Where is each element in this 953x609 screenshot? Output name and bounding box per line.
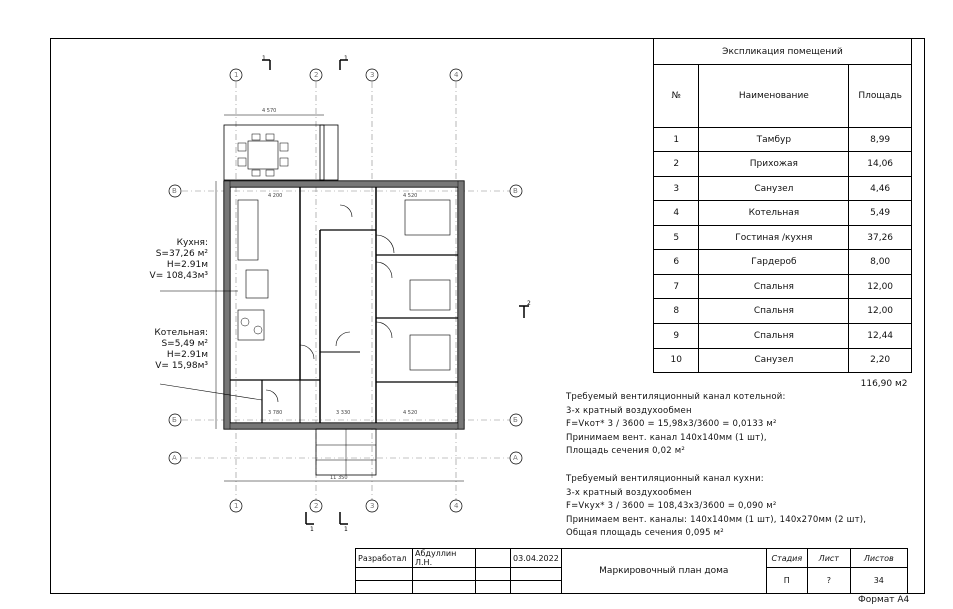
explication-row bbox=[654, 201, 912, 226]
cell-area: 12,00 bbox=[849, 299, 912, 324]
axis-right-v: В bbox=[513, 187, 518, 195]
cell-num: 5 bbox=[654, 225, 699, 250]
axis-left-a: А bbox=[172, 454, 177, 462]
stamp-cell bbox=[476, 581, 511, 594]
kitchen-label-height: H=2.91м bbox=[166, 260, 208, 270]
explication-total: 116,90 м2 bbox=[860, 378, 908, 389]
axis-top-3: 3 bbox=[370, 71, 375, 79]
svg-text:4 520: 4 520 bbox=[403, 410, 418, 416]
kitchen-label-area: S=37,26 м² bbox=[155, 249, 208, 259]
cell-name: Спальня bbox=[699, 323, 849, 348]
explication-title: Экспликация помещений bbox=[654, 39, 912, 65]
section-mark-bottom-left: 1 bbox=[310, 526, 314, 533]
stamp-cell bbox=[511, 568, 562, 581]
stamp-sheet-header: Лист bbox=[807, 549, 850, 568]
note-line: Требуемый вентиляционный канал кухни: bbox=[566, 474, 764, 484]
svg-text:4 520: 4 520 bbox=[403, 193, 418, 199]
notes-kitchen bbox=[566, 473, 866, 541]
cell-num: 6 bbox=[654, 250, 699, 275]
axis-bottom-2: 2 bbox=[314, 502, 319, 510]
kitchen-label bbox=[140, 238, 208, 282]
boiler-label bbox=[140, 328, 208, 372]
axis-top-4: 4 bbox=[454, 71, 459, 79]
explication-row bbox=[654, 348, 912, 373]
explication-row bbox=[654, 299, 912, 324]
title-block bbox=[355, 548, 908, 594]
explication-row bbox=[654, 127, 912, 152]
section-mark-bottom-right: 1 bbox=[344, 526, 348, 533]
cell-area: 4,46 bbox=[849, 176, 912, 201]
note-line: 3-х кратный воздухообмен bbox=[566, 487, 692, 498]
note-line: F=Vкот* 3 / 3600 = 15,98x3/3600 = 0,0133 м² bbox=[566, 419, 777, 429]
cell-num: 1 bbox=[654, 127, 699, 152]
cell-name: Тамбур bbox=[699, 127, 849, 152]
svg-text:4 200: 4 200 bbox=[268, 193, 283, 199]
section-mark-side: 2 bbox=[527, 300, 531, 307]
axis-left-b: Б bbox=[172, 416, 177, 424]
note-line: Общая площадь сечения 0,095 м² bbox=[566, 528, 724, 538]
stamp-cell bbox=[413, 581, 476, 594]
explication-row bbox=[654, 250, 912, 275]
cell-area: 2,20 bbox=[849, 348, 912, 373]
cell-area: 12,44 bbox=[849, 323, 912, 348]
cell-area: 14,06 bbox=[849, 152, 912, 177]
stamp-stage-header: Стадия bbox=[766, 549, 807, 568]
stamp-sheets: 34 bbox=[850, 568, 907, 594]
stamp-cell bbox=[356, 568, 413, 581]
cell-num: 9 bbox=[654, 323, 699, 348]
stamp-cell bbox=[511, 581, 562, 594]
cell-name: Санузел bbox=[699, 348, 849, 373]
stamp-cell bbox=[413, 568, 476, 581]
cell-num: 4 bbox=[654, 201, 699, 226]
svg-text:3 330: 3 330 bbox=[336, 410, 351, 416]
explication-row bbox=[654, 176, 912, 201]
axis-top-1: 1 bbox=[234, 71, 239, 79]
cell-num: 3 bbox=[654, 176, 699, 201]
axis-left-v: В bbox=[172, 187, 177, 195]
stamp-cell bbox=[356, 581, 413, 594]
stamp-title: Маркировочный план дома bbox=[561, 549, 766, 594]
explication-row bbox=[654, 323, 912, 348]
note-line: Принимаем вент. каналы: 140х140мм (1 шт), 140х270мм (2 шт), bbox=[566, 514, 867, 525]
svg-text:4 570: 4 570 bbox=[262, 108, 277, 114]
cell-area: 8,99 bbox=[849, 127, 912, 152]
cell-num: 10 bbox=[654, 348, 699, 373]
stamp-sheet: ? bbox=[807, 568, 850, 594]
axis-right-b: Б bbox=[513, 416, 518, 424]
cell-name: Санузел bbox=[699, 176, 849, 201]
axis-bottom-1: 1 bbox=[234, 502, 239, 510]
section-mark-top-right: 1 bbox=[344, 55, 348, 62]
boiler-label-title: Котельная: bbox=[154, 328, 208, 338]
cell-num: 8 bbox=[654, 299, 699, 324]
cell-name: Гостиная /кухня bbox=[699, 225, 849, 250]
note-line: Требуемый вентиляционный канал котельной: bbox=[566, 392, 786, 402]
cell-area: 12,00 bbox=[849, 274, 912, 299]
explication-row bbox=[654, 225, 912, 250]
cell-area: 5,49 bbox=[849, 201, 912, 226]
header-num: № bbox=[654, 65, 699, 128]
note-line: F=Vкух* 3 / 3600 = 108,43х3/3600 = 0,090 м² bbox=[566, 501, 777, 511]
cell-area: 8,00 bbox=[849, 250, 912, 275]
kitchen-label-volume: V= 108,43м³ bbox=[149, 271, 208, 281]
boiler-label-height: H=2.91м bbox=[166, 350, 208, 360]
kitchen-label-title: Кухня: bbox=[176, 238, 208, 248]
axis-top-2: 2 bbox=[314, 71, 319, 79]
boiler-label-volume: V= 15,98м³ bbox=[155, 361, 208, 371]
axis-bottom-3: 3 bbox=[370, 502, 375, 510]
cell-name: Котельная bbox=[699, 201, 849, 226]
explication-row bbox=[654, 152, 912, 177]
stamp-role: Разработал bbox=[356, 549, 413, 568]
cell-name: Гардероб bbox=[699, 250, 849, 275]
format-label: Формат А4 bbox=[858, 595, 910, 605]
cell-name: Спальня bbox=[699, 274, 849, 299]
axis-bottom-4: 4 bbox=[454, 502, 459, 510]
cell-num: 2 bbox=[654, 152, 699, 177]
cell-num: 7 bbox=[654, 274, 699, 299]
cell-area: 37,26 bbox=[849, 225, 912, 250]
note-line: 3-х кратный воздухообмен bbox=[566, 405, 692, 416]
stamp-date: 03.04.2022 bbox=[511, 549, 562, 568]
svg-text:3 780: 3 780 bbox=[268, 410, 283, 416]
stamp-sheets-header: Листов bbox=[850, 549, 907, 568]
explication-table bbox=[653, 38, 912, 394]
header-area: Площадь bbox=[849, 65, 912, 128]
svg-text:11 350: 11 350 bbox=[330, 475, 348, 481]
note-line: Площадь сечения 0,02 м² bbox=[566, 446, 685, 456]
axis-right-a: А bbox=[513, 454, 518, 462]
section-mark-top-left: 1 bbox=[262, 55, 266, 62]
header-name: Наименование bbox=[699, 65, 849, 128]
explication-row bbox=[654, 274, 912, 299]
stamp-cell bbox=[476, 568, 511, 581]
boiler-label-area: S=5,49 м² bbox=[161, 339, 208, 349]
note-line: Принимаем вент. канал 140х140мм (1 шт), bbox=[566, 432, 767, 443]
cell-name: Прихожая bbox=[699, 152, 849, 177]
notes-boiler bbox=[566, 391, 786, 459]
stamp-author: Абдуллин Л.Н. bbox=[413, 549, 476, 568]
stamp-stage: П bbox=[766, 568, 807, 594]
cell-name: Спальня bbox=[699, 299, 849, 324]
stamp-empty bbox=[476, 549, 511, 568]
